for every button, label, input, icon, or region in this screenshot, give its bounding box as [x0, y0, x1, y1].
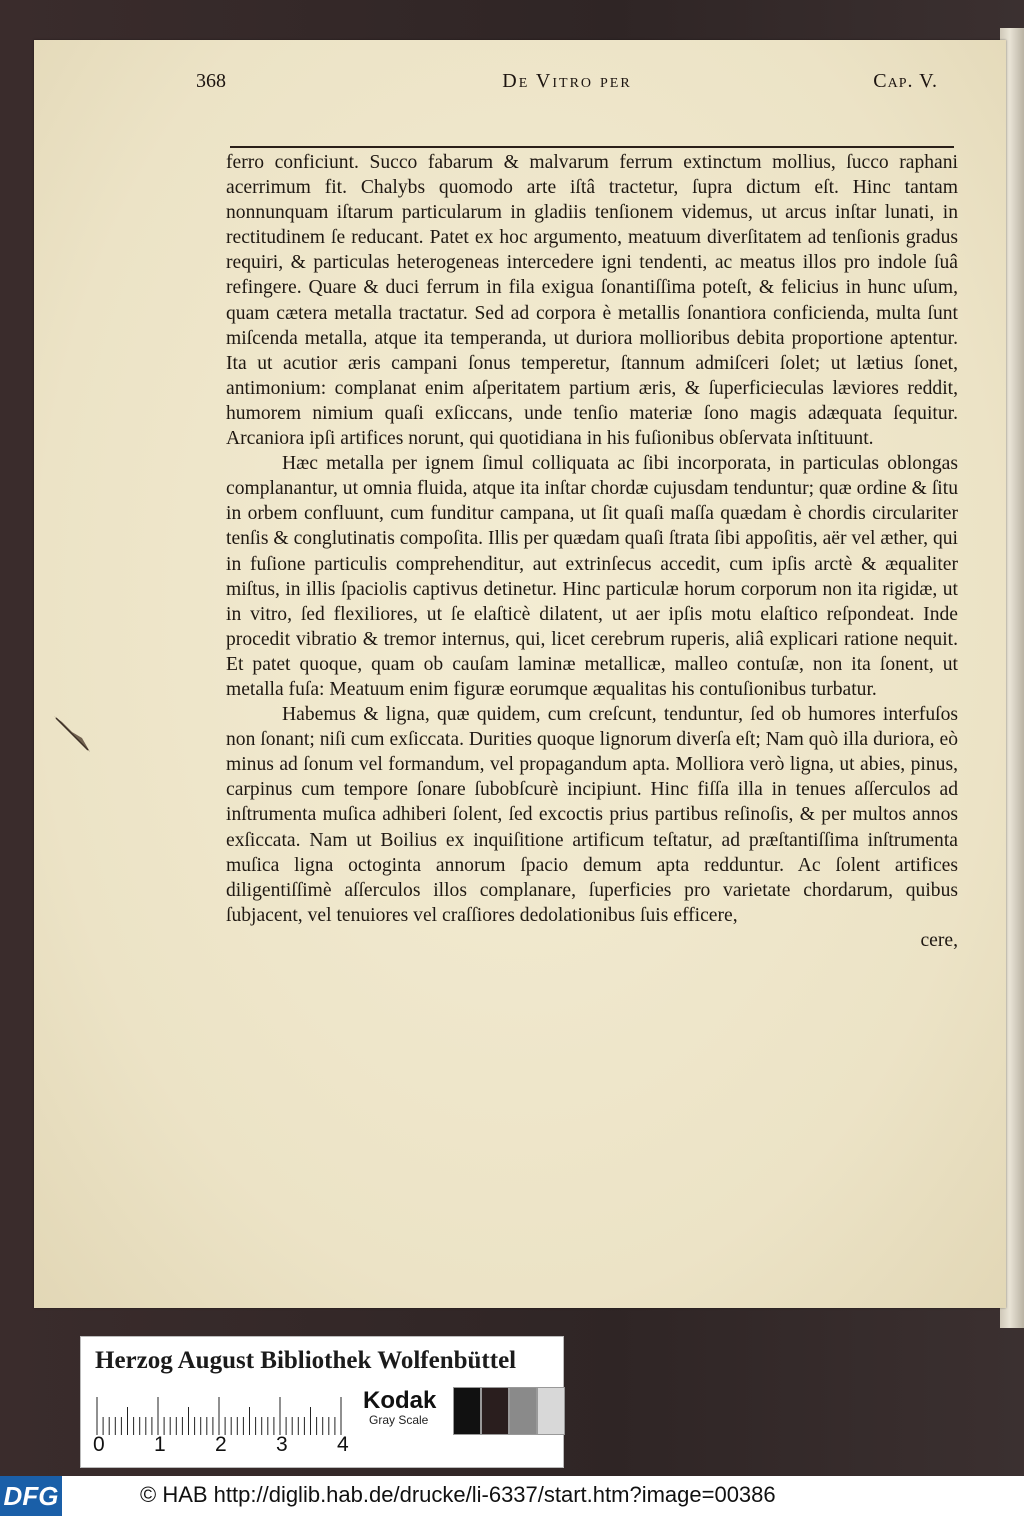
- swatch: [537, 1387, 565, 1435]
- paragraph-2: Hæc metalla per ignem ſimul colliquata ac ſibi incorporata, in particulas oblongas complanantur, ut omnia fluida, atque ita inſtar chordæ cujusdam tenduntur; quæ ordine & ſitu in orbem confluunt, cum funditur campana, ut ſit quaſi maſſa quædam è chordis circulariter tenſis & conglutinatis compoſita. Illis per quædam quaſi ſtrata ſibi appoſitis, aër vel æther, qui in fuſione particulis comprehenditur, aut extrinſecus accedit, cum ipſis arctè & æqualiter miſtus, in illis ſpaciolis captivus detinetur. Hinc particulæ horum corporum non ita rigidæ, ut in vitro, ſed flexiliores, ut ſe elaſticè dilatent, ut aer ipſis motu elaſtico reſpondeat. Inde procedit vibratio & tremor internus, qui, licet cerebrum ruperis, aliâ explicari ratione nequit. Et patet quoque, quam ob cauſam laminæ metallicæ, malleo contuſæ, non ita ſonent, ut metalla fuſa: Meatuum enim figuræ eorumque æqualitas his contuſionibus turbatur.: [226, 453, 958, 700]
- ruler-ticks: [95, 1395, 347, 1435]
- footer-bar: [0, 1476, 1024, 1516]
- running-header: [196, 70, 938, 100]
- paragraph-3: Habemus & ligna, quæ quidem, cum creſcunt, tenduntur, ſed ob humores interfuſos non ſonant; niſi cum exſiccata. Durities quoque lignorum diverſa eſt; Nam quò illa duriora, eò minus ad ſonum vel formandum, vel propagandum apta. Molliora verò ligna, ut abies, pinus, carpinus cum tempore ſonare ſubobſcurè incipiunt. Hinc fiſſa illa in tenues aſſerculos ad inſtrumenta muſica adhiberi ſolent, ſed excoctis prius partibus reſinoſis, & per multos annos exſiccata. Nam ut Boilius ex inquiſitione artificum teſtatur, ad præſtantiſſima inſtrumenta muſica ligna octoginta annorum ſpacio demum apta redduntur. Ac ſolent artifices diligentiſſimè aſſerculos illos complanare, ſuperficies pro varietate chordarum, quibus ſubjacent, vel tenuiores vel craſſiores dedolationibus ſuis efficere,: [226, 704, 958, 926]
- page-number: 368: [196, 70, 226, 92]
- swatch: [453, 1387, 481, 1435]
- ruler-number: 4: [337, 1433, 349, 1456]
- gray-scale-swatches: [453, 1387, 565, 1433]
- ruler-number: 0: [93, 1433, 105, 1456]
- dfg-logo: DFG: [0, 1476, 62, 1516]
- ruler-numbers: [91, 1433, 361, 1461]
- swatch: [509, 1387, 537, 1435]
- ruler-number: 3: [276, 1433, 288, 1456]
- feather-mark-icon: [52, 712, 92, 756]
- swatch: [481, 1387, 509, 1435]
- paragraph-1: ferro conficiunt. Succo fabarum & malvarum ferrum extinctum mollius, ſucco raphani acerrimum fit. Chalybs quomodo arte iſtâ tractetur, ſupra dictum eſt. Hinc tantam nonnunquam iſtarum particularum in gladiis tenſionem videmus, ut arcus inſtar lunati, in rectitudinem ſe reducant. Patet ex hoc argumento, meatuum diverſitatem ad tenſionis gradus requiri, & particulas heterogeneas intercedere igni tendenti, ac meatus illos pro indole ſuâ refingere. Quare & duci ferrum in fila exigua ſonantiſſima poteſt, & felicius in hunc uſum, quam cætera metalla tractatur. Sed ad corpora è metallis ſonantiora conficienda, multa ſunt miſcenda metalla, atque ita temperanda, ut duriora mollioribus debita proportione aptentur. Ita ut acutior æris campani ſonus temperetur, ſtannum admiſceri ſolet; ut lætius ſonet, antimonium: complanat enim aſperitatem partium æris, & ſuperficieculas læviores reddit, humorem nimium quaſi exſiccans, unde tenſio materiæ ſono magis adæquata ſequitur. Arcaniora ipſi artifices norunt, qui quotidiana in his fuſionibus obſervata inſtituunt.: [226, 152, 958, 450]
- copyright-link[interactable]: © HAB http://diglib.hab.de/drucke/li-6337/start.htm?image=00386: [140, 1482, 776, 1507]
- library-name: Herzog August Bibliothek Wolfenbüttel: [95, 1347, 517, 1374]
- kodak-label: [363, 1387, 463, 1427]
- kodak-brand: Kodak: [363, 1387, 437, 1414]
- color-calibration-strip: [80, 1336, 564, 1468]
- header-rule: [230, 146, 954, 148]
- running-title: De Vitro per: [502, 70, 632, 92]
- page-body: [226, 150, 958, 953]
- ruler-number: 2: [215, 1433, 227, 1456]
- chapter-label: Cap. V.: [873, 70, 938, 92]
- catchword: cere,: [920, 929, 958, 951]
- kodak-subtitle: Gray Scale: [369, 1413, 429, 1427]
- ruler-number: 1: [154, 1433, 166, 1456]
